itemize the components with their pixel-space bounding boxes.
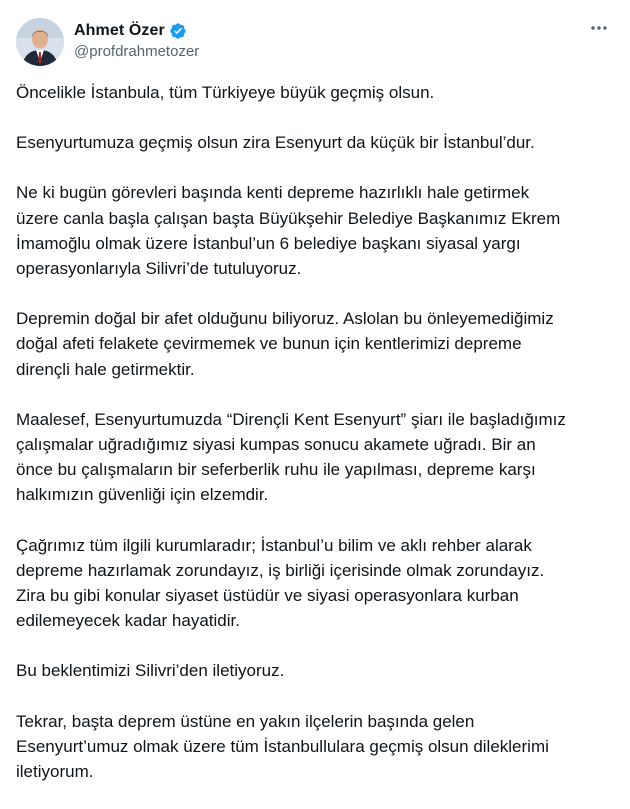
tweet-text — [16, 80, 616, 809]
avatar[interactable] — [16, 18, 64, 66]
author-display-name[interactable]: Ahmet Özer — [74, 22, 165, 39]
author-identity — [74, 20, 199, 60]
tweet-paragraph: Öncelikle İstanbula, tüm Türkiyeye büyük geçmiş olsun. — [16, 83, 435, 102]
tweet-paragraph: Maalesef, Esenyurtumuzda “Dirençli Kent Esenyurt” şiarı ile başladığımız çalışmalar uğradığımız siyasi kumpas sonucu akamete uğradı. Bir an önce bu çalışmaların bir seferberlik ruhu ile yapılması, depreme karşı halkımızın güvenliği için elzemdir. — [16, 409, 566, 505]
verified-badge-icon — [169, 22, 187, 40]
tweet-paragraph: Depremin doğal bir afet olduğunu biliyoruz. Aslolan bu önleyemediğimiz doğal afeti felakete çevirmemek ve bunun için kentlerimizi depreme dirençli hale getirmektir. — [16, 309, 554, 379]
tweet-paragraph: Çağrımız tüm ilgili kurumlaradır; İstanbul’u bilim ve aklı rehber alarak depreme hazırlamak zorundayız, iş birliği içerisinde olmak zorundayız. Zira bu gibi konular siyaset üstüdür ve siyasi operasyonlara kurban edilemeyecek kadar hayatidir. — [16, 535, 545, 631]
tweet-paragraph: Tekrar, başta deprem üstüne en yakın ilçelerin başında gelen Esenyurt’umuz olmak üzere tüm İstanbullulara geçmiş olsun dileklerimi iletiyorum. — [16, 711, 549, 782]
more-options-button[interactable] — [586, 18, 612, 38]
tweet-paragraph: Ne ki bugün görevleri başında kenti depreme hazırlıklı hale getirmek üzere canla başla çalışan başta Büyükşehir Belediye Başkanımız Ekrem İmamoğlu olmak üzere İstanbul’un 6 belediye başkanı siyasal yargı operasyonlarıyla Silivri’de tutuluyoruz. — [16, 183, 561, 279]
tweet-paragraph: Esenyurtumuza geçmiş olsun zira Esenyurt da küçük bir İstanbul’dur. — [16, 133, 535, 153]
more-horizontal-icon — [589, 18, 609, 38]
avatar-photo-icon — [16, 18, 64, 66]
author-handle[interactable]: @profdrahmetozer — [74, 43, 200, 60]
tweet-header — [16, 16, 614, 68]
tweet-paragraph: Bu beklentimizi Silivri’den iletiyoruz. — [16, 661, 285, 681]
